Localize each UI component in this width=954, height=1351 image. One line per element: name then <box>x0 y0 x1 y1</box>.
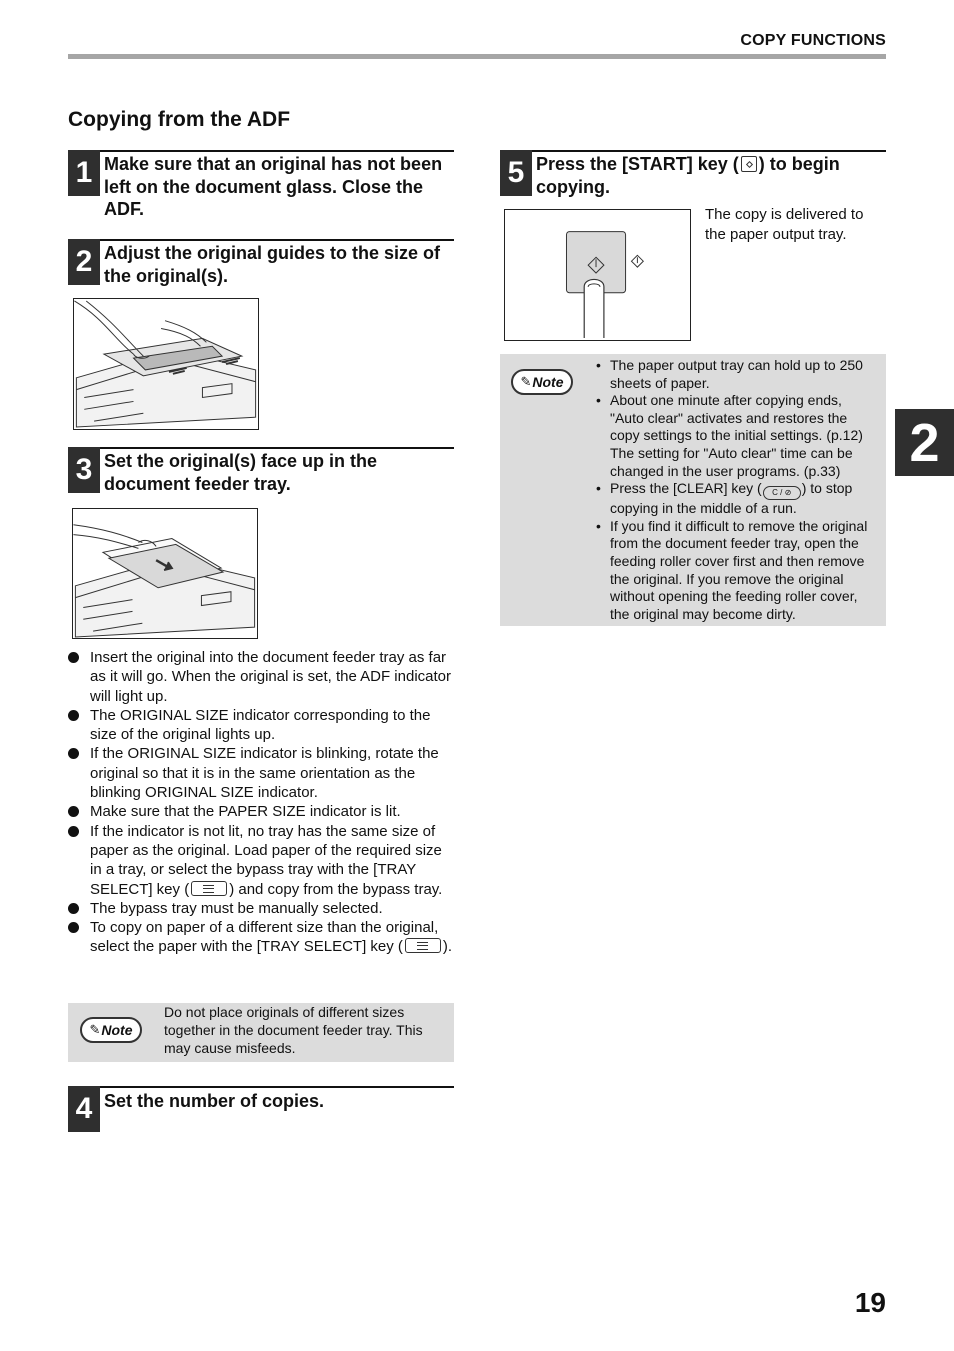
list-item: • Press the [CLEAR] key ( C / ⊘ ) to stop copying in the middle of a run. <box>596 480 878 518</box>
bullet-icon <box>68 806 79 817</box>
step-4-text: Set the number of copies. <box>104 1091 325 1111</box>
pen-icon: ✎ <box>89 1022 101 1037</box>
step-5-rule <box>500 150 886 152</box>
list-item: The ORIGINAL SIZE indicator corresponding to the size of the original lights up. <box>68 706 454 745</box>
note-text: Do not place originals of different sizes together in the document feeder tray. This may cause misfeeds. <box>164 1004 423 1056</box>
list-item: To copy on paper of a different size than the original, select the paper with the [TRAY SELECT] key ( ). <box>68 918 454 957</box>
step-4-rule <box>68 1086 454 1088</box>
clear-key-icon: C / ⊘ <box>763 486 801 500</box>
bullet-icon <box>68 826 79 837</box>
step-4-number: 4 <box>68 1086 100 1132</box>
step-3-number: 3 <box>68 447 100 493</box>
note-badge: ✎ Note <box>80 1017 142 1043</box>
bullet-icon <box>68 903 79 914</box>
note-list <box>596 357 878 623</box>
step-1-rule <box>68 150 454 152</box>
start-key-icon <box>741 156 757 172</box>
step-3-text: Set the original(s) face up in the document feeder tray. <box>104 451 378 494</box>
step-2-number: 2 <box>68 239 100 285</box>
pen-icon: ✎ <box>520 374 532 389</box>
list-item: • The paper output tray can hold up to 250 sheets of paper. <box>596 357 878 392</box>
list-item: If the ORIGINAL SIZE indicator is blinking, rotate the original so that it is in the same orientation as the blinking ORIGINAL SIZE indicator. <box>68 744 454 802</box>
step-5-description: The copy is delivered to the paper output tray. <box>705 206 864 243</box>
note-badge: ✎ Note <box>511 369 573 395</box>
start-key-illustration <box>504 209 691 341</box>
step-3-rule <box>68 447 454 449</box>
tray-select-key-icon <box>405 938 441 953</box>
step-2-text: Adjust the original guides to the size of the original(s). <box>104 243 441 286</box>
list-item: The bypass tray must be manually selected. <box>68 899 454 918</box>
step-5-number: 5 <box>500 150 532 196</box>
chapter-tab: 2 <box>895 409 954 476</box>
adjust-guides-illustration <box>73 298 259 430</box>
bullet-icon <box>68 922 79 933</box>
list-item: Make sure that the PAPER SIZE indicator is lit. <box>68 802 454 821</box>
list-item: • If you find it difficult to remove the original from the document feeder tray, open the feeding roller cover first and then remove the original. If you remove the original without opening the feeding roller cover, the original may become dirty. <box>596 518 878 624</box>
list-item: • About one minute after copying ends, "Auto clear" activates and restores the copy settings to the initial settings. (p.12) The setting for "Auto clear" time can be changed in the user programs. (p.33) <box>596 392 878 480</box>
step-1-text: Make sure that an original has not been left on the document glass. Close the ADF. <box>104 154 443 219</box>
bullet-icon <box>68 748 79 759</box>
running-header: COPY FUNCTIONS <box>740 32 886 49</box>
tray-select-key-icon <box>191 881 227 896</box>
step-1-number: 1 <box>68 150 100 196</box>
list-item: Insert the original into the document feeder tray as far as it will go. When the original is set, the ADF indicator will light up. <box>68 648 454 706</box>
step-2-rule <box>68 239 454 241</box>
step-5-text: Press the [START] key ( ) to begin copying. <box>536 154 840 197</box>
list-item: If the indicator is not lit, no tray has the same size of paper as the original. Load paper of the required size in a tray, or select the bypass tray with the [TRAY SELECT] key ( ) and copy from the bypass tray. <box>68 822 454 899</box>
section-title: Copying from the ADF <box>68 108 291 131</box>
step-3-bullet-list <box>68 648 454 957</box>
bullet-icon <box>68 710 79 721</box>
page-number: 19 <box>854 1287 886 1318</box>
header-rule <box>68 54 886 59</box>
set-originals-illustration <box>72 508 258 639</box>
bullet-icon <box>68 652 79 663</box>
